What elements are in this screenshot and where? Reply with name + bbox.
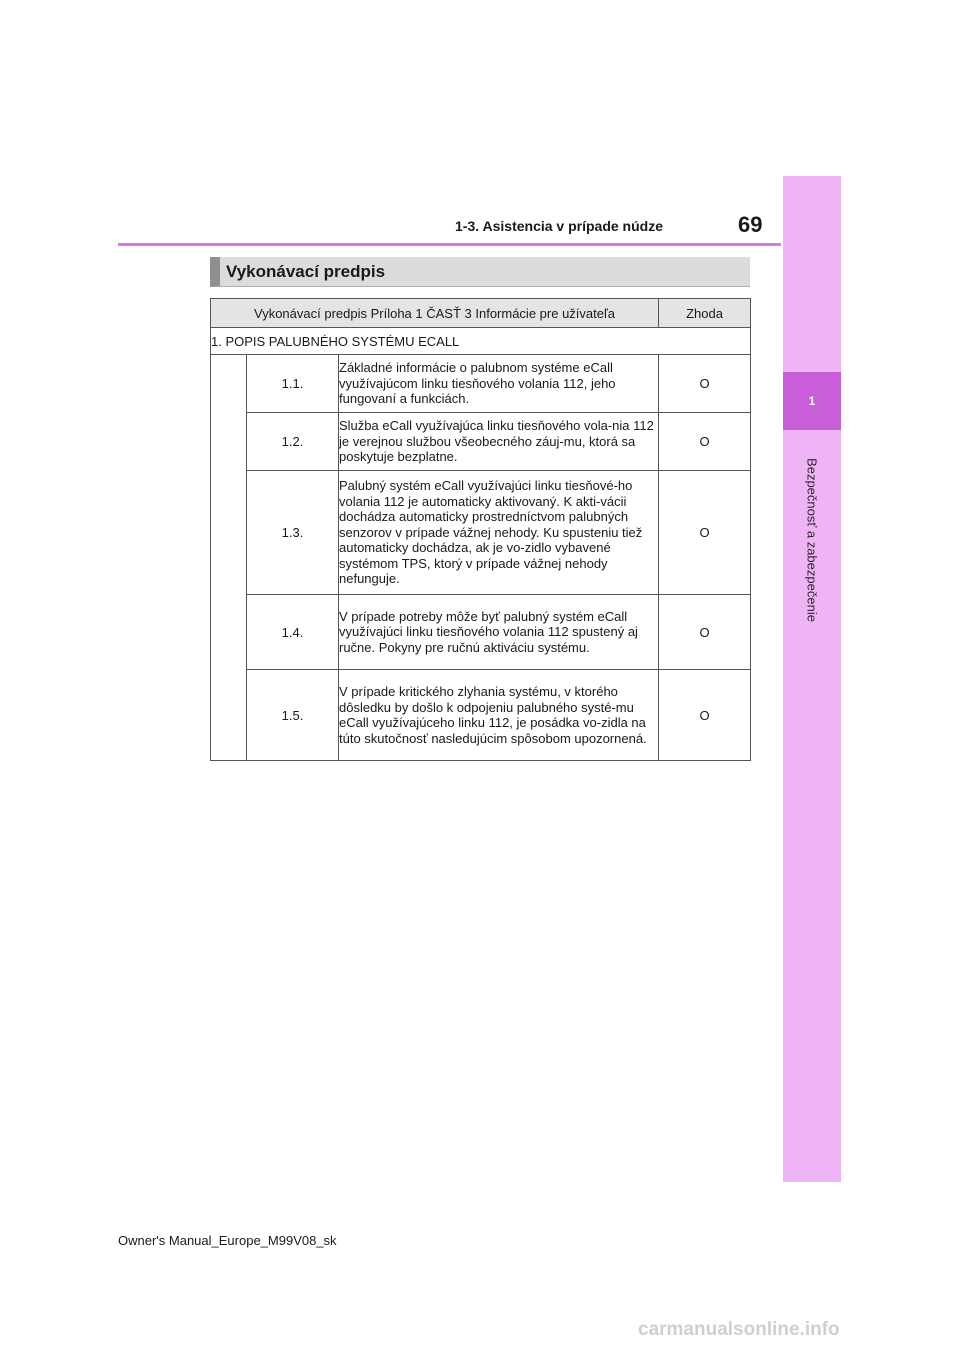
row-match: O	[659, 355, 751, 413]
section-row-label: 1. POPIS PALUBNÉHO SYSTÉMU ECALL	[211, 328, 751, 355]
chapter-side-tab	[783, 176, 841, 1182]
row-match: O	[659, 595, 751, 670]
section-heading: Vykonávací predpis	[210, 257, 750, 287]
row-number: 1.3.	[247, 471, 339, 595]
row-text: Služba eCall využívajúca linku tiesňového vola-nia 112 je verejnou službou všeobecného záuj-mu, ktorá sa poskytuje bezplatne.	[339, 413, 659, 471]
row-match: O	[659, 670, 751, 761]
column-header-match: Zhoda	[659, 299, 751, 328]
row-text: Palubný systém eCall využívajúci linku tiesňové-ho volania 112 je automaticky aktivovaný. K akti-vácii dochádza automaticky prostredníctvom palubných senzorov v prípade vážnej nehody. Ku spusteniu tiež automaticky dochádza, ak je vo-zidlo vybavené systémom TPS, ktorý v prípade vážnej nehody nefunguje.	[339, 471, 659, 595]
watermark-logo: carmanualsonline.info	[638, 1319, 840, 1340]
section-header-title: 1-3. Asistencia v prípade núdze	[455, 218, 663, 234]
table-header-row	[211, 299, 751, 328]
row-text: V prípade potreby môže byť palubný systém eCall využívajúci linku tiesňového volania 112 spustený aj ručne. Pokyny pre ručnú aktiváciu systému.	[339, 595, 659, 670]
footer-manual-id: Owner's Manual_Europe_M99V08_sk	[118, 1233, 337, 1248]
header-divider	[118, 243, 781, 246]
table-row	[211, 471, 751, 595]
row-text: V prípade kritického zlyhania systému, v ktorého dôsledku by došlo k odpojeniu palubného systé-mu eCall využívajúceho linku 112, je posádka vo-zidla na túto skutočnosť nasledujúcim spôsobom upozornená.	[339, 670, 659, 761]
table-row	[211, 595, 751, 670]
row-number: 1.2.	[247, 413, 339, 471]
indent-cell	[211, 355, 247, 761]
row-match: O	[659, 413, 751, 471]
chapter-title-vertical: Bezpečnosť a zabezpečenie	[804, 458, 820, 622]
regulation-table	[210, 298, 751, 761]
table-section-row	[211, 328, 751, 355]
row-number: 1.5.	[247, 670, 339, 761]
page-number: 69	[738, 212, 763, 237]
row-text: Základné informácie o palubnom systéme eCall využívajúcom linku tiesňového volania 112, jeho fungovaní a funkciách.	[339, 355, 659, 413]
row-number: 1.1.	[247, 355, 339, 413]
table-row	[211, 670, 751, 761]
table-row	[211, 355, 751, 413]
chapter-number-badge: 1	[783, 372, 841, 430]
row-match: O	[659, 471, 751, 595]
table-row	[211, 413, 751, 471]
row-number: 1.4.	[247, 595, 339, 670]
column-header-regulation: Vykonávací predpis Príloha 1 ČASŤ 3 Informácie pre užívateľa	[211, 299, 659, 328]
